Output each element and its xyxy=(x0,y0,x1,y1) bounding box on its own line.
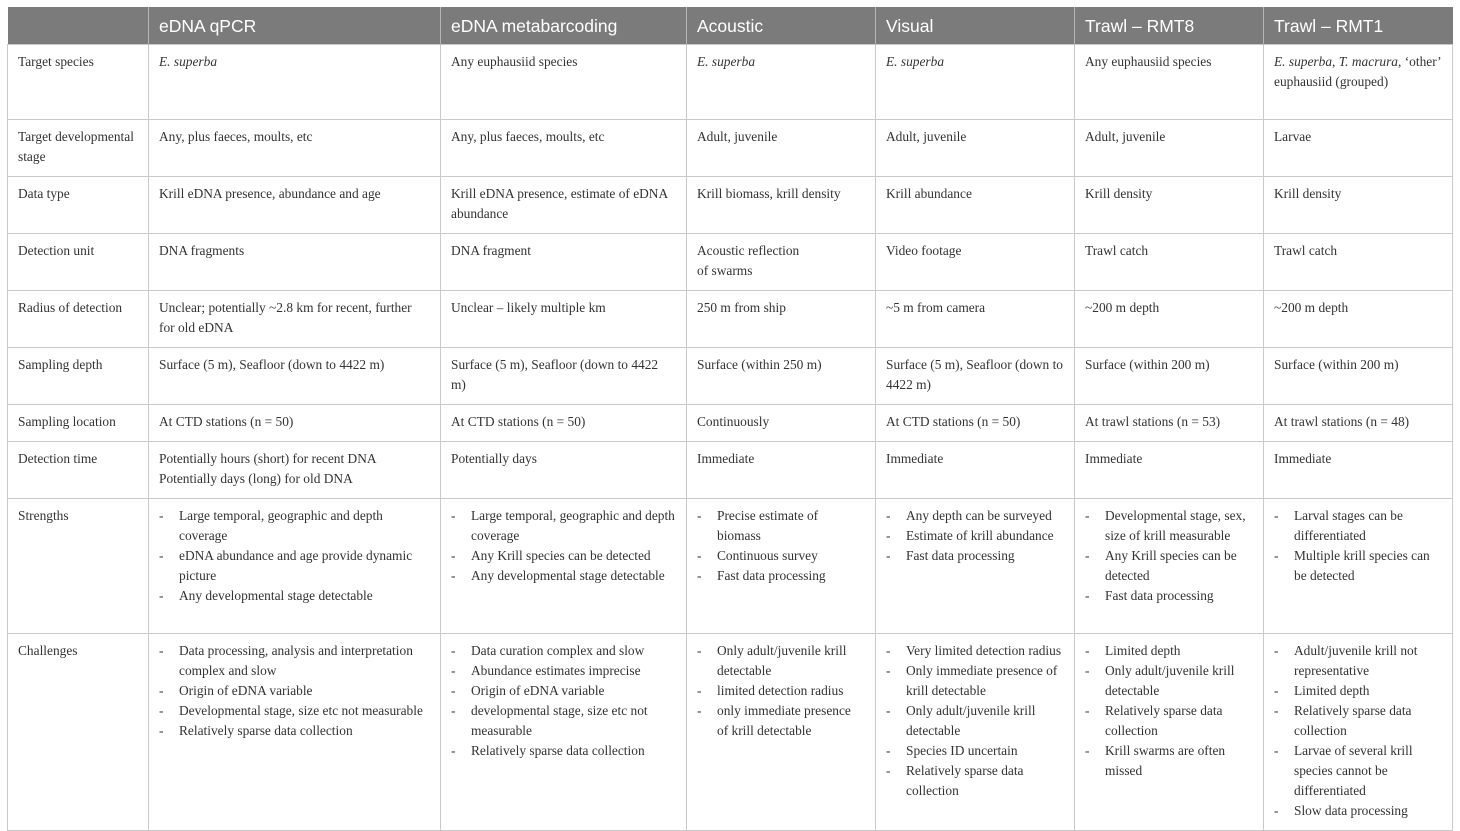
cell-acoustic xyxy=(687,499,876,634)
list-item: - Relatively sparse data collection xyxy=(159,721,430,741)
list-item: - Larval stages can be differentiated xyxy=(1274,506,1442,546)
list-item: - Precise estimate of biomass xyxy=(697,506,865,546)
bullet-list xyxy=(1085,506,1253,606)
comparison-table xyxy=(7,7,1453,831)
list-item: - Origin of eDNA variable xyxy=(159,681,430,701)
list-item: - Fast data processing xyxy=(697,566,865,586)
cell-rmt1: Krill density xyxy=(1264,177,1453,234)
bullet-list xyxy=(451,506,676,586)
cell-visual: Krill abundance xyxy=(876,177,1075,234)
list-item: - Limited depth xyxy=(1274,681,1442,701)
list-item: - Data processing, analysis and interpretation complex and slow xyxy=(159,641,430,681)
list-item: - Data curation complex and slow xyxy=(451,641,676,661)
list-item: - Relatively sparse data collection xyxy=(451,741,676,761)
row-developmental-stage xyxy=(8,120,1453,177)
cell-visual: Adult, juvenile xyxy=(876,120,1075,177)
cell-rmt8: Krill density xyxy=(1075,177,1264,234)
cell-acoustic: Krill biomass, krill density xyxy=(687,177,876,234)
cell-acoustic xyxy=(687,634,876,831)
cell-rmt1: Surface (within 200 m) xyxy=(1264,348,1453,405)
cell-qpcr xyxy=(149,634,441,831)
cell-metabarcoding: Unclear – likely multiple km xyxy=(441,291,687,348)
row-strengths xyxy=(8,499,1453,634)
row-label: Strengths xyxy=(8,499,149,634)
list-item: - Large temporal, geographic and depth coverage xyxy=(159,506,430,546)
list-item: - eDNA abundance and age provide dynamic picture xyxy=(159,546,430,586)
cell-rmt1 xyxy=(1264,499,1453,634)
row-label: Sampling location xyxy=(8,405,149,442)
cell-rmt1: Larvae xyxy=(1264,120,1453,177)
list-item: - Relatively sparse data collection xyxy=(1274,701,1442,741)
cell-qpcr: E. superba xyxy=(149,45,441,120)
row-sampling-depth xyxy=(8,348,1453,405)
list-item: - Developmental stage, size etc not measurable xyxy=(159,701,430,721)
cell-qpcr: At CTD stations (n = 50) xyxy=(149,405,441,442)
list-item: - Krill swarms are often missed xyxy=(1085,741,1253,781)
cell-visual: Immediate xyxy=(876,442,1075,499)
cell-visual: ~5 m from camera xyxy=(876,291,1075,348)
list-item: - Any depth can be surveyed xyxy=(886,506,1064,526)
cell-metabarcoding: Any euphausiid species xyxy=(441,45,687,120)
cell-acoustic: Acoustic reflection of swarms xyxy=(687,234,876,291)
list-item: - Only adult/juvenile krill detectable xyxy=(1085,661,1253,701)
cell-metabarcoding: DNA fragment xyxy=(441,234,687,291)
cell-visual: At CTD stations (n = 50) xyxy=(876,405,1075,442)
cell-rmt1: Trawl catch xyxy=(1264,234,1453,291)
cell-rmt8: Adult, juvenile xyxy=(1075,120,1264,177)
bullet-list xyxy=(697,506,865,586)
row-label: Radius of detection xyxy=(8,291,149,348)
row-detection-unit xyxy=(8,234,1453,291)
header-trawl-rmt1: Trawl – RMT1 xyxy=(1264,7,1453,45)
list-item: - Any developmental stage detectable xyxy=(451,566,676,586)
cell-visual xyxy=(876,634,1075,831)
list-item: - Relatively sparse data collection xyxy=(886,761,1064,801)
header-trawl-rmt8: Trawl – RMT8 xyxy=(1075,7,1264,45)
list-item: - Relatively sparse data collection xyxy=(1085,701,1253,741)
cell-qpcr: Surface (5 m), Seafloor (down to 4422 m) xyxy=(149,348,441,405)
list-item: - Multiple krill species can be detected xyxy=(1274,546,1442,586)
header-edna-qpcr: eDNA qPCR xyxy=(149,7,441,45)
row-label: Detection unit xyxy=(8,234,149,291)
list-item: - Only immediate presence of krill detectable xyxy=(886,661,1064,701)
row-label: Target species xyxy=(8,45,149,120)
cell-acoustic: E. superba xyxy=(687,45,876,120)
header-visual: Visual xyxy=(876,7,1075,45)
list-item: - Any Krill species can be detected xyxy=(451,546,676,566)
cell-metabarcoding: At CTD stations (n = 50) xyxy=(441,405,687,442)
bullet-list xyxy=(159,641,430,741)
list-item: - Abundance estimates imprecise xyxy=(451,661,676,681)
row-label: Challenges xyxy=(8,634,149,831)
cell-metabarcoding: Any, plus faeces, moults, etc xyxy=(441,120,687,177)
cell-qpcr: Krill eDNA presence, abundance and age xyxy=(149,177,441,234)
list-item: - Fast data processing xyxy=(886,546,1064,566)
row-label: Sampling depth xyxy=(8,348,149,405)
list-item: - Estimate of krill abundance xyxy=(886,526,1064,546)
row-detection-time xyxy=(8,442,1453,499)
bullet-list xyxy=(1274,641,1442,821)
cell-visual xyxy=(876,499,1075,634)
cell-rmt8: ~200 m depth xyxy=(1075,291,1264,348)
list-item: - Only adult/juvenile krill detectable xyxy=(886,701,1064,741)
bullet-list xyxy=(1274,506,1442,586)
cell-rmt8: Any euphausiid species xyxy=(1075,45,1264,120)
bullet-list xyxy=(451,641,676,761)
list-item: - Origin of eDNA variable xyxy=(451,681,676,701)
cell-qpcr: Unclear; potentially ~2.8 km for recent, further for old eDNA xyxy=(149,291,441,348)
list-item: - limited detection radius xyxy=(697,681,865,701)
list-item: - Very limited detection radius xyxy=(886,641,1064,661)
cell-rmt8: Surface (within 200 m) xyxy=(1075,348,1264,405)
list-item: - Adult/juvenile krill not representative xyxy=(1274,641,1442,681)
cell-acoustic: Adult, juvenile xyxy=(687,120,876,177)
cell-metabarcoding xyxy=(441,499,687,634)
cell-acoustic: 250 m from ship xyxy=(687,291,876,348)
cell-qpcr: DNA fragments xyxy=(149,234,441,291)
list-item: - Any developmental stage detectable xyxy=(159,586,430,606)
cell-visual: Video footage xyxy=(876,234,1075,291)
list-item: - Continuous survey xyxy=(697,546,865,566)
bullet-list xyxy=(697,641,865,741)
cell-rmt8: Trawl catch xyxy=(1075,234,1264,291)
row-sampling-location xyxy=(8,405,1453,442)
row-label: Data type xyxy=(8,177,149,234)
cell-rmt8 xyxy=(1075,634,1264,831)
cell-rmt1: Immediate xyxy=(1264,442,1453,499)
bullet-list xyxy=(159,506,430,606)
cell-rmt1: At trawl stations (n = 48) xyxy=(1264,405,1453,442)
cell-rmt8: At trawl stations (n = 53) xyxy=(1075,405,1264,442)
cell-metabarcoding: Krill eDNA presence, estimate of eDNA abundance xyxy=(441,177,687,234)
list-item: - Limited depth xyxy=(1085,641,1253,661)
row-radius-of-detection xyxy=(8,291,1453,348)
cell-rmt1: ~200 m depth xyxy=(1264,291,1453,348)
bullet-list xyxy=(886,506,1064,566)
bullet-list xyxy=(1085,641,1253,781)
list-item: - Slow data processing xyxy=(1274,801,1442,821)
cell-metabarcoding: Surface (5 m), Seafloor (down to 4422 m) xyxy=(441,348,687,405)
cell-visual: E. superba xyxy=(876,45,1075,120)
list-item: - Large temporal, geographic and depth coverage xyxy=(451,506,676,546)
bullet-list xyxy=(886,641,1064,801)
row-target-species xyxy=(8,45,1453,120)
list-item: - only immediate presence of krill detectable xyxy=(697,701,865,741)
cell-qpcr: Potentially hours (short) for recent DNA Potentially days (long) for old DNA xyxy=(149,442,441,499)
cell-metabarcoding: Potentially days xyxy=(441,442,687,499)
row-label: Target developmental stage xyxy=(8,120,149,177)
list-item: - Any Krill species can be detected xyxy=(1085,546,1253,586)
list-item: - Species ID uncertain xyxy=(886,741,1064,761)
list-item: - Developmental stage, sex, size of krill measurable xyxy=(1085,506,1253,546)
cell-acoustic: Continuously xyxy=(687,405,876,442)
header-acoustic: Acoustic xyxy=(687,7,876,45)
list-item: - developmental stage, size etc not measurable xyxy=(451,701,676,741)
row-challenges xyxy=(8,634,1453,831)
cell-rmt8: Immediate xyxy=(1075,442,1264,499)
list-item: - Only adult/juvenile krill detectable xyxy=(697,641,865,681)
list-item: - Fast data processing xyxy=(1085,586,1253,606)
cell-qpcr xyxy=(149,499,441,634)
cell-visual: Surface (5 m), Seafloor (down to 4422 m) xyxy=(876,348,1075,405)
header-corner xyxy=(8,7,149,45)
cell-qpcr: Any, plus faeces, moults, etc xyxy=(149,120,441,177)
row-data-type xyxy=(8,177,1453,234)
cell-acoustic: Surface (within 250 m) xyxy=(687,348,876,405)
row-label: Detection time xyxy=(8,442,149,499)
cell-rmt1: E. superba, T. macrura, ‘other’ euphausiid (grouped) xyxy=(1264,45,1453,120)
cell-metabarcoding xyxy=(441,634,687,831)
list-item: - Larvae of several krill species cannot be differentiated xyxy=(1274,741,1442,801)
header-edna-metabarcoding: eDNA metabarcoding xyxy=(441,7,687,45)
cell-rmt1 xyxy=(1264,634,1453,831)
header-row xyxy=(8,7,1453,45)
cell-rmt8 xyxy=(1075,499,1264,634)
cell-acoustic: Immediate xyxy=(687,442,876,499)
